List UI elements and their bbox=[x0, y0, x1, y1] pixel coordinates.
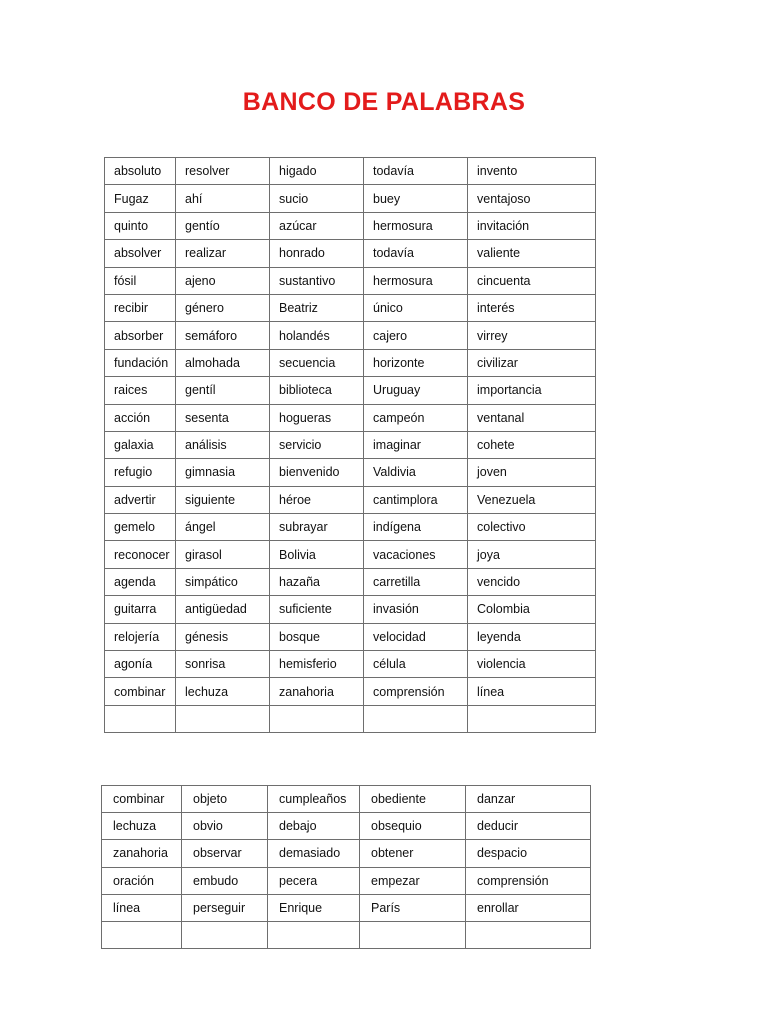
word-cell: holandés bbox=[270, 322, 364, 349]
word-cell: gentíl bbox=[176, 377, 270, 404]
word-cell: invasión bbox=[364, 596, 468, 623]
table-row bbox=[105, 267, 596, 294]
word-cell: fundación bbox=[105, 349, 176, 376]
word-cell: célula bbox=[364, 651, 468, 678]
word-cell: quinto bbox=[105, 212, 176, 239]
word-cell: línea bbox=[468, 678, 596, 705]
word-cell: agonía bbox=[105, 651, 176, 678]
word-cell: todavía bbox=[364, 240, 468, 267]
word-cell: leyenda bbox=[468, 623, 596, 650]
word-cell: gimnasia bbox=[176, 459, 270, 486]
word-cell: valiente bbox=[468, 240, 596, 267]
word-cell: carretilla bbox=[364, 568, 468, 595]
word-cell bbox=[268, 921, 360, 948]
word-cell: lechuza bbox=[102, 813, 182, 840]
word-cell: advertir bbox=[105, 486, 176, 513]
word-cell: obsequio bbox=[360, 813, 466, 840]
word-cell: hogueras bbox=[270, 404, 364, 431]
word-cell: almohada bbox=[176, 349, 270, 376]
table-row bbox=[102, 894, 591, 921]
word-cell: enrollar bbox=[466, 894, 591, 921]
word-cell: sustantivo bbox=[270, 267, 364, 294]
word-cell: Fugaz bbox=[105, 185, 176, 212]
word-cell: ahí bbox=[176, 185, 270, 212]
word-cell: virrey bbox=[468, 322, 596, 349]
word-cell: lechuza bbox=[176, 678, 270, 705]
word-cell: subrayar bbox=[270, 514, 364, 541]
table-row bbox=[105, 294, 596, 321]
table-row bbox=[105, 431, 596, 458]
word-cell: sesenta bbox=[176, 404, 270, 431]
word-cell: ángel bbox=[176, 514, 270, 541]
word-cell: todavía bbox=[364, 158, 468, 185]
word-cell: danzar bbox=[466, 786, 591, 813]
word-cell: génesis bbox=[176, 623, 270, 650]
table-row bbox=[102, 867, 591, 894]
word-cell: raices bbox=[105, 377, 176, 404]
word-cell: línea bbox=[102, 894, 182, 921]
word-cell bbox=[364, 705, 468, 732]
word-cell: ventanal bbox=[468, 404, 596, 431]
word-cell: gemelo bbox=[105, 514, 176, 541]
word-cell: cantimplora bbox=[364, 486, 468, 513]
word-cell: simpático bbox=[176, 568, 270, 595]
table-row bbox=[105, 651, 596, 678]
word-cell: indígena bbox=[364, 514, 468, 541]
word-cell: honrado bbox=[270, 240, 364, 267]
word-cell: biblioteca bbox=[270, 377, 364, 404]
word-cell: recibir bbox=[105, 294, 176, 321]
table-row bbox=[105, 459, 596, 486]
word-cell: debajo bbox=[268, 813, 360, 840]
word-cell: antigüedad bbox=[176, 596, 270, 623]
word-cell: azúcar bbox=[270, 212, 364, 239]
word-cell: higado bbox=[270, 158, 364, 185]
table-row bbox=[105, 404, 596, 431]
word-cell: civilizar bbox=[468, 349, 596, 376]
table-row bbox=[105, 185, 596, 212]
word-cell: hermosura bbox=[364, 267, 468, 294]
table-row bbox=[105, 212, 596, 239]
word-cell: violencia bbox=[468, 651, 596, 678]
word-cell: galaxia bbox=[105, 431, 176, 458]
word-cell: importancia bbox=[468, 377, 596, 404]
word-cell: vacaciones bbox=[364, 541, 468, 568]
word-cell: comprensión bbox=[466, 867, 591, 894]
word-cell: Bolivia bbox=[270, 541, 364, 568]
word-cell: Colombia bbox=[468, 596, 596, 623]
word-cell: zanahoria bbox=[270, 678, 364, 705]
word-cell: Uruguay bbox=[364, 377, 468, 404]
word-cell: guitarra bbox=[105, 596, 176, 623]
word-cell: cajero bbox=[364, 322, 468, 349]
word-cell: buey bbox=[364, 185, 468, 212]
word-cell: hazaña bbox=[270, 568, 364, 595]
table-row bbox=[105, 678, 596, 705]
word-cell: empezar bbox=[360, 867, 466, 894]
table-row bbox=[105, 705, 596, 732]
word-cell: Valdivia bbox=[364, 459, 468, 486]
table-row bbox=[105, 349, 596, 376]
word-cell: hermosura bbox=[364, 212, 468, 239]
word-cell: Beatriz bbox=[270, 294, 364, 321]
word-cell: género bbox=[176, 294, 270, 321]
word-cell: obtener bbox=[360, 840, 466, 867]
word-cell: héroe bbox=[270, 486, 364, 513]
word-cell: embudo bbox=[182, 867, 268, 894]
word-cell: semáforo bbox=[176, 322, 270, 349]
word-cell: París bbox=[360, 894, 466, 921]
word-cell: observar bbox=[182, 840, 268, 867]
word-cell: colectivo bbox=[468, 514, 596, 541]
word-cell: obediente bbox=[360, 786, 466, 813]
word-cell: único bbox=[364, 294, 468, 321]
word-cell: oración bbox=[102, 867, 182, 894]
word-cell bbox=[270, 705, 364, 732]
word-cell: secuencia bbox=[270, 349, 364, 376]
word-cell: absolver bbox=[105, 240, 176, 267]
word-bank-table-2 bbox=[101, 785, 591, 949]
page-title: BANCO DE PALABRAS bbox=[242, 88, 526, 116]
word-cell: siguiente bbox=[176, 486, 270, 513]
table-row bbox=[105, 322, 596, 349]
word-cell: invitación bbox=[468, 212, 596, 239]
word-cell: sucio bbox=[270, 185, 364, 212]
table-row bbox=[102, 921, 591, 948]
word-cell: objeto bbox=[182, 786, 268, 813]
word-cell: demasiado bbox=[268, 840, 360, 867]
word-cell: suficiente bbox=[270, 596, 364, 623]
word-cell: joya bbox=[468, 541, 596, 568]
table-row bbox=[105, 377, 596, 404]
word-cell: obvio bbox=[182, 813, 268, 840]
word-cell: acción bbox=[105, 404, 176, 431]
table-row bbox=[105, 541, 596, 568]
word-cell: resolver bbox=[176, 158, 270, 185]
table-row bbox=[102, 786, 591, 813]
word-cell: refugio bbox=[105, 459, 176, 486]
word-cell: bienvenido bbox=[270, 459, 364, 486]
table-row bbox=[105, 568, 596, 595]
word-cell: combinar bbox=[102, 786, 182, 813]
word-cell: absoluto bbox=[105, 158, 176, 185]
word-cell: comprensión bbox=[364, 678, 468, 705]
word-cell: Enrique bbox=[268, 894, 360, 921]
word-cell: fósil bbox=[105, 267, 176, 294]
word-cell: perseguir bbox=[182, 894, 268, 921]
word-cell bbox=[466, 921, 591, 948]
word-cell: sonrisa bbox=[176, 651, 270, 678]
word-cell: cumpleaños bbox=[268, 786, 360, 813]
word-cell: reconocer bbox=[105, 541, 176, 568]
word-cell: campeón bbox=[364, 404, 468, 431]
word-bank-table-1 bbox=[104, 157, 596, 733]
word-cell: despacio bbox=[466, 840, 591, 867]
word-cell: interés bbox=[468, 294, 596, 321]
word-cell: bosque bbox=[270, 623, 364, 650]
word-cell: Venezuela bbox=[468, 486, 596, 513]
word-cell bbox=[176, 705, 270, 732]
word-cell bbox=[102, 921, 182, 948]
word-cell: análisis bbox=[176, 431, 270, 458]
word-cell: vencido bbox=[468, 568, 596, 595]
word-cell: hemisferio bbox=[270, 651, 364, 678]
word-cell: absorber bbox=[105, 322, 176, 349]
word-cell: girasol bbox=[176, 541, 270, 568]
word-cell bbox=[468, 705, 596, 732]
word-cell: realizar bbox=[176, 240, 270, 267]
table-row bbox=[105, 486, 596, 513]
word-cell: zanahoria bbox=[102, 840, 182, 867]
word-cell: invento bbox=[468, 158, 596, 185]
table-row bbox=[105, 514, 596, 541]
word-cell: relojería bbox=[105, 623, 176, 650]
word-cell: deducir bbox=[466, 813, 591, 840]
word-cell bbox=[360, 921, 466, 948]
table-row bbox=[105, 596, 596, 623]
word-cell: pecera bbox=[268, 867, 360, 894]
word-cell: horizonte bbox=[364, 349, 468, 376]
word-cell: ventajoso bbox=[468, 185, 596, 212]
word-cell: velocidad bbox=[364, 623, 468, 650]
table-row bbox=[105, 158, 596, 185]
word-cell: imaginar bbox=[364, 431, 468, 458]
word-cell: joven bbox=[468, 459, 596, 486]
table-row bbox=[102, 840, 591, 867]
word-cell bbox=[105, 705, 176, 732]
word-cell bbox=[182, 921, 268, 948]
word-cell: gentío bbox=[176, 212, 270, 239]
table-row bbox=[102, 813, 591, 840]
word-cell: cincuenta bbox=[468, 267, 596, 294]
word-cell: agenda bbox=[105, 568, 176, 595]
table-row bbox=[105, 623, 596, 650]
table-row bbox=[105, 240, 596, 267]
word-cell: combinar bbox=[105, 678, 176, 705]
word-cell: servicio bbox=[270, 431, 364, 458]
word-cell: ajeno bbox=[176, 267, 270, 294]
word-cell: cohete bbox=[468, 431, 596, 458]
